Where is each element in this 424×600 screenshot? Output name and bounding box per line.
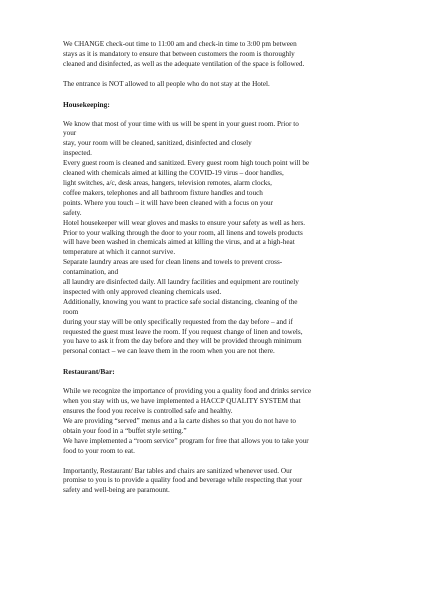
- text-line: We have implemented a “room service” program for free that allows you to take your: [63, 436, 309, 445]
- text-line: The entrance is NOT allowed to all people who do not stay at the Hotel.: [63, 79, 270, 88]
- text-line: requested the guest must leave the room. If you request change of linen and towels,: [63, 327, 303, 336]
- text-line: Prior to your walking through the door to your room, all linens and towels products: [63, 228, 303, 237]
- restaurant-heading: Restaurant/Bar:: [63, 367, 115, 377]
- text-line: all laundry are disinfected daily. All laundry facilities and equipment are routinely: [63, 278, 299, 287]
- text-line: contamination, and: [63, 268, 119, 277]
- text-line: points. Where you touch – it will have been cleaned with a focus on your: [63, 198, 274, 207]
- text-line: when you stay with us, we have implemented a HACCP QUALITY SYSTEM that: [63, 397, 301, 406]
- text-line: While we recognize the importance of providing you a quality food and drinks service: [63, 387, 312, 396]
- text-line: inspected with only approved cleaning chemicals used.: [63, 287, 222, 296]
- closing-paragraph: [63, 467, 363, 497]
- housekeeping-heading: Housekeeping:: [63, 99, 110, 109]
- text-line: during your stay will be only specifically requested from the day before – and if: [63, 317, 293, 326]
- text-line: stay, your room will be cleaned, sanitized, disinfected and closely: [63, 139, 252, 148]
- text-line: Additionally, knowing you want to practice safe social distancing, cleaning of the: [63, 297, 298, 306]
- text-line: obtain your food in a “buffet style setting.”: [63, 426, 187, 435]
- text-line: We CHANGE check-out time to 11:00 am and check-in time to 3:00 pm between: [63, 40, 297, 48]
- text-line: safety.: [63, 208, 82, 217]
- text-line: Importantly, Restaurant/ Bar tables and chairs are sanitized whenever used. Our: [63, 466, 293, 475]
- text-line: We are providing “served” menus and a la carte dishes so that you do not have to: [63, 416, 296, 425]
- restaurant-body: [63, 387, 363, 456]
- text-line: personal contact – we can leave them in the room when you are not there.: [63, 347, 275, 356]
- text-line: promise to you is to provide a quality food and beverage while respecting that your: [63, 476, 303, 485]
- text-line: Separate laundry areas are used for clean linens and towels to prevent cross-: [63, 258, 283, 267]
- text-line: safety and well-being are paramount.: [63, 486, 170, 495]
- text-line: your: [63, 129, 77, 138]
- text-line: room: [63, 307, 79, 316]
- checkin-paragraph: [63, 40, 363, 70]
- document-page: [63, 40, 363, 496]
- text-line: Every guest room is cleaned and sanitized. Every guest room high touch point will be: [63, 159, 310, 168]
- text-line: Hotel housekeeper will wear gloves and masks to ensure your safety as well as hers.: [63, 218, 306, 227]
- text-line: cleaned and disinfected, as well as the adequate ventilation of the space is followed.: [63, 59, 305, 68]
- text-line: food to your room to eat.: [63, 446, 135, 455]
- text-line: light switches, a/c, desk areas, hangers, television remotes, alarm clocks,: [63, 178, 272, 187]
- text-line: inspected.: [63, 149, 92, 158]
- text-line: ensures the food you receive is controlled safe and healthy.: [63, 407, 233, 415]
- housekeeping-body: [63, 120, 363, 358]
- text-line: cleaned with chemicals aimed at killing the COVID-19 virus – door handles,: [63, 169, 284, 178]
- text-line: will have been washed in chemicals aimed at killing the virus, and at a high-heat: [63, 238, 295, 247]
- text-line: you have to ask it from the day before and they will be provided through minimum: [63, 337, 302, 346]
- entrance-paragraph: [63, 80, 363, 90]
- text-line: coffee makers, telephones and all bathroom fixture handles and touch: [63, 188, 263, 197]
- text-line: We know that most of your time with us will be spent in your guest room. Prior to: [63, 119, 299, 128]
- text-line: temperature at which it cannot survive.: [63, 248, 176, 257]
- text-line: stays as it is mandatory to ensure that between customers the room is thoroughly: [63, 49, 295, 58]
